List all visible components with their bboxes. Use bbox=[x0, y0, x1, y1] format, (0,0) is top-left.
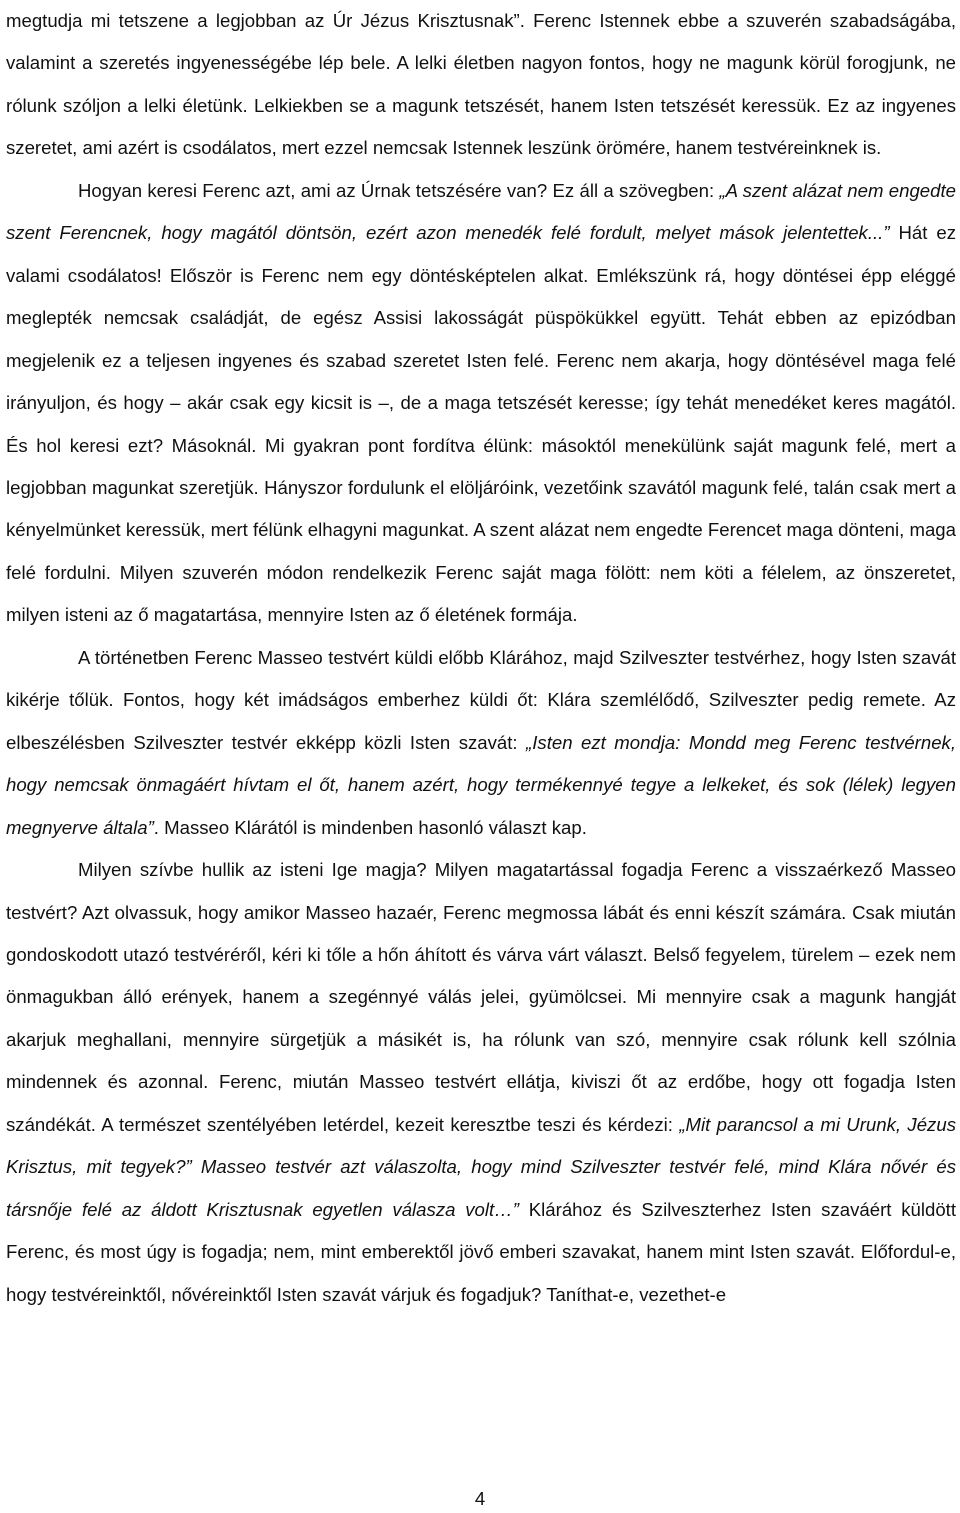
paragraph-4-quote: „Mit parancsol a mi Urunk, Jézus Krisztus, mit tegyek?” Masseo testvér azt válaszolta, hogy mind Szilveszter testvér felé, mind Klára nővér és társnője felé az áldott Krisztusnak egyetlen válasza volt…” bbox=[6, 1113, 956, 1220]
document-page bbox=[6, 0, 956, 1316]
paragraph-2 bbox=[6, 170, 956, 637]
paragraph-3-quote: „Isten ezt mondja: Mondd meg Ferenc testvérnek, hogy nemcsak önmagáért hívtam el őt, hanem azért, hogy termékennyé tegye a lelkeket, és sok (lélek) legyen megnyerve általa” bbox=[6, 731, 956, 838]
paragraph-2-text-b: Hát ez valami csodálatos! Először is Ferenc nem egy döntésképtelen alkat. Emlékszünk rá, hogy döntései épp eléggé meglepték nemcsak családját, de egész Assisi lakosságát püspökükkel együtt. Tehát ebben az epizódban megjelenik ez a teljesen ingyenes és szabad szeretet Isten felé. Ferenc nem akarja, hogy döntésével maga felé irányuljon, és hogy – akár csak egy kicsit is –, de a maga tetszését keresse; így tehát menedéket keres magától. És hol keresi ezt? Másoknál. Mi gyakran pont fordítva élünk: másoktól menekülünk saját magunk felé, mert a legjobban magunkat szeretjük. Hányszor fordulunk el elöljáróink, vezetőink szavától magunk felé, talán csak mert a kényelmünket keressük, mert félünk elhagyni magunkat. A szent alázat nem engedte Ferencet maga dönteni, maga felé fordulni. Milyen szuverén módon rendelkezik Ferenc saját maga fölött: nem köti a félelem, az önszeretet, milyen isteni az ő magatartása, mennyire Isten az ő életének formája. bbox=[6, 222, 957, 626]
paragraph-2-quote: „A szent alázat nem engedte szent Ferencnek, hogy magától döntsön, ezért azon menedék felé fordult, melyet mások jelentettek...” bbox=[6, 179, 956, 244]
paragraph-4-text-b: Klárához és Szilveszterhez Isten szaváért küldött Ferenc, és most úgy is fogadja; nem, mint emberektől jövő emberi szavakat, hanem mint Isten szavát. Előfordul-e, hogy testvéreinktől, nővéreinktől Isten szavát várjuk és fogadjuk? Taníthat-e, vezethet-e bbox=[6, 1198, 957, 1305]
page-number: 4 bbox=[474, 1488, 486, 1509]
paragraph-4 bbox=[6, 849, 956, 1316]
paragraph-3-text-b: . Masseo Klárától is mindenben hasonló választ kap. bbox=[153, 816, 587, 838]
paragraph-1 bbox=[6, 0, 956, 170]
paragraph-1-text: megtudja mi tetszene a legjobban az Úr Jézus Krisztusnak”. Ferenc Istennek ebbe a szuverén szabadságába, valamint a szeretés ingyenességébe lép bele. A lelki életben nagyon fontos, hogy ne magunk körül forogjunk, ne rólunk szóljon a lelki életünk. Lelkiekben se a magunk tetszését, hanem Isten tetszését keressük. Ez az ingyenes szeretet, ami azért is csodálatos, mert ezzel nemcsak Istennek leszünk örömére, hanem testvéreinknek is. bbox=[6, 10, 956, 159]
paragraph-4-text-a: Milyen szívbe hullik az isteni Ige magja? Milyen magatartással fogadja Ferenc a visszaérkező Masseo testvért? Azt olvassuk, hogy amikor Masseo hazaér, Ferenc megmossa lábát és enni készít számára. Csak miután gondoskodott utazó testvéréről, kéri ki tőle a hőn áhított és várva várt választ. Belső fegyelem, türelem – ezek nem önmagukban álló erények, hanem a szegénnyé válás jelei, gyümölcsei. Mi mennyire csak a magunk hangját akarjuk meghallani, mennyire sürgetjük a másikét is, ha rólunk van szó, mennyire csak rólunk kell szólnia mindennek és azonnal. Ferenc, miután Masseo testvért ellátja, kiviszi őt az erdőbe, hogy ott fogadja Isten szándékát. A természet szentélyében letérdel, kezeit keresztbe teszi és kérdezi: bbox=[6, 859, 956, 1135]
paragraph-3-text-a: A történetben Ferenc Masseo testvért küldi előbb Klárához, majd Szilveszter testvérhez, hogy Isten szavát kikérje tőlük. Fontos, hogy két imádságos emberhez küldi őt: Klára szemlélődő, Szilveszter pedig remete. Az elbeszélésben Szilveszter testvér ekképp közli Isten szavát: bbox=[6, 646, 956, 753]
paragraph-3 bbox=[6, 637, 956, 849]
paragraph-2-text-a: Hogyan keresi Ferenc azt, ami az Úrnak tetszésére van? Ez áll a szövegben: bbox=[78, 179, 720, 201]
